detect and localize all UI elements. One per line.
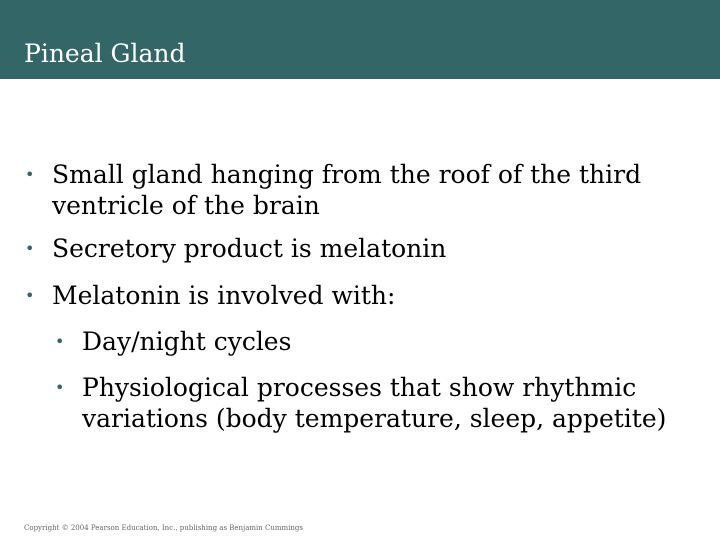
bullet-dot: • <box>55 378 65 397</box>
bullet-line: Small gland hanging from the roof of the third <box>52 160 642 189</box>
bullet-dot: • <box>25 286 35 305</box>
bullet-line: Physiological processes that show rhythmic <box>82 373 637 402</box>
bullet-line: Secretory product is melatonin <box>52 234 447 263</box>
bullet-dot: • <box>25 165 35 184</box>
copyright-footer: Copyright © 2004 Pearson Education, Inc., publishing as Benjamin Cummings <box>24 524 303 532</box>
bullet-item-2 <box>25 233 447 264</box>
bullet-item-3 <box>25 280 396 311</box>
bullet-item-1 <box>25 159 642 221</box>
bullet-line: ventricle of the brain <box>52 191 320 220</box>
bullet-dot: • <box>25 239 35 258</box>
bullet-dot: • <box>55 332 65 351</box>
bullet-line: Melatonin is involved with: <box>52 281 396 310</box>
slide-title: Pineal Gland <box>24 39 186 68</box>
sub-bullet-item-1 <box>55 326 292 357</box>
sub-bullet-item-2 <box>55 372 667 434</box>
title-bar <box>0 0 720 79</box>
bullet-line: Day/night cycles <box>82 327 292 356</box>
bullet-line: variations (body temperature, sleep, appetite) <box>82 404 667 433</box>
